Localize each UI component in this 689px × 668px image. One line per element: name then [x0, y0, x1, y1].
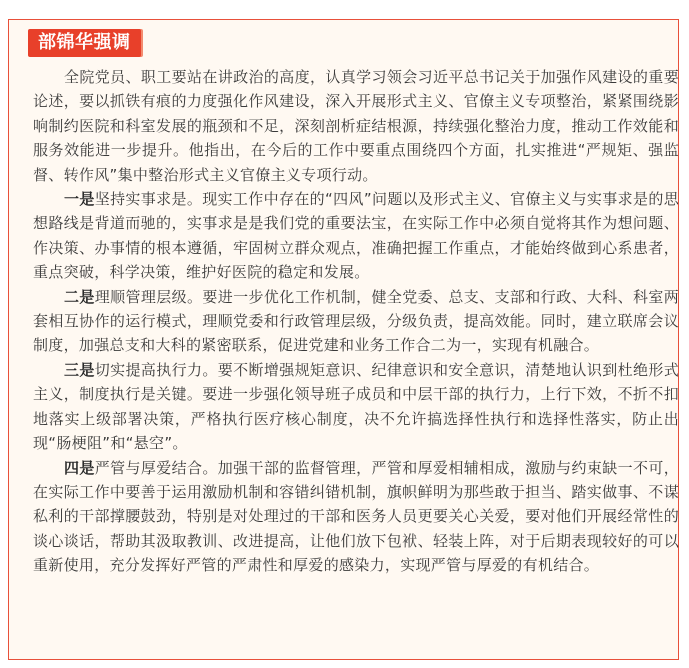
paragraph-point-1: [33, 187, 679, 285]
paragraph-text: 切实提高执行力。要不断增强规矩意识、纪律意识和安全意识，清楚地认识到杜绝形式主义，制度执行是关键。要进一步强化领导班子成员和中层干部的执行力，上行下效，不折不扣地落实上级部署决策，严格执行医疗核心制度，决不允许搞选择性执行和选择性落实，防止出现“肠梗阻”和“悬空”。: [33, 360, 680, 453]
paragraph-point-4: [33, 456, 679, 578]
point-lead: 二是: [64, 287, 95, 306]
paragraph-point-2: [33, 285, 679, 358]
paragraph-text: 理顺管理层级。要进一步优化工作机制，健全党委、总支、支部和行政、大科、科室两套相互协作的运行模式，理顺党委和行政管理层级，分级负责，提高效能。同时，建立联席会议制度，加强总支和大科的紧密联系，促进党建和业务工作合二为一，实现有机融合。: [33, 287, 680, 355]
paragraph-text: 全院党员、职工要站在讲政治的高度，认真学习领会习近平总书记关于加强作风建设的重要论述，要以抓铁有痕的力度强化作风建设，深入开展形式主义、官僚主义专项整治，紧紧围绕影响制约医院和科室发展的瓶颈和不足，深刻剖析症结根源，持续强化整治力度，推动工作效能和服务效能进一步提升。他指出，在今后的工作中要重点围绕四个方面，扎实推进“严规矩、强监督、转作风”集中整治形式主义官僚主义专项行动。: [33, 68, 679, 184]
point-lead: 三是: [64, 360, 95, 379]
point-lead: 一是: [64, 190, 95, 209]
point-lead: 四是: [64, 458, 95, 477]
paragraph-intro: [33, 65, 679, 187]
article-card: [8, 19, 679, 660]
paragraph-point-3: [33, 358, 679, 456]
section-tag: 部锦华强调: [28, 29, 141, 57]
article-body: [33, 65, 679, 578]
paragraph-text: 严管与厚爱结合。加强干部的监督管理，严管和厚爱相辅相成，激励与约束缺一不可，在实际工作中要善于运用激励机制和容错纠错机制，旗帜鲜明为那些敢于担当、踏实做事、不谋私利的干部撑腰鼓劲，特别是对处理过的干部和医务人员更要关心关爱，要对他们开展经常性的谈心谈话，帮助其汲取教训、改进提高，让他们放下包袱、轻装上阵，对于后期表现较好的可以重新使用，充分发挥好严管的严肃性和厚爱的感染力，实现严管与厚爱的有机结合。: [33, 458, 680, 575]
paragraph-text: 坚持实事求是。现实工作中存在的“四风”问题以及形式主义、官僚主义与实事求是的思想路线是背道而驰的，实事求是是我们党的重要法宝，在实际工作中必须自觉将其作为想问题、作决策、办事情的根本遵循，牢固树立群众观点，准确把握工作重点，才能始终做到心系患者，重点突破，科学决策，维护好医院的稳定和发展。: [33, 190, 679, 282]
